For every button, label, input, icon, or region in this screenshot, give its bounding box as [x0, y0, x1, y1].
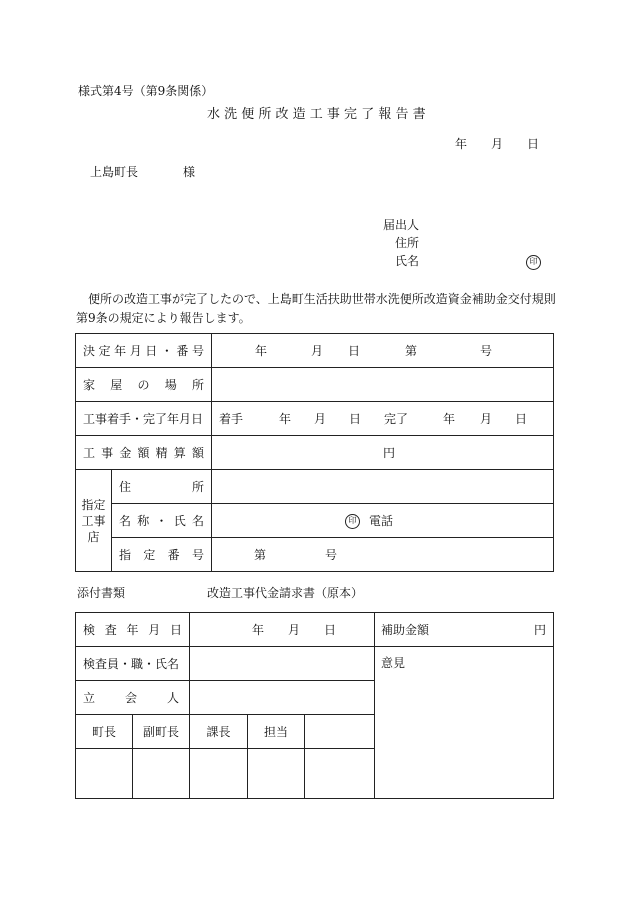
cost-label-cell [76, 436, 212, 470]
table-row [76, 334, 554, 368]
house-label: 家 屋 の 場 所 [83, 377, 204, 392]
approval-stamp-deputy-mayor[interactable] [133, 749, 190, 799]
table-row [76, 504, 554, 538]
inspection-date-label: 検 査 年 月 日 [83, 622, 183, 637]
subsidy-yen: 円 [534, 623, 547, 637]
inspection-year: 年 [252, 623, 265, 637]
date-day-label: 日 [527, 137, 540, 151]
decision-no-suffix: 号 [480, 344, 493, 358]
addressee-honorific: 様 [183, 165, 196, 179]
contractor-address-label-cell [112, 470, 212, 504]
table-row [76, 470, 554, 504]
applicant-seal-icon: 印 [526, 254, 541, 270]
subsidy-cell[interactable] [375, 613, 554, 647]
end-month: 月 [480, 412, 493, 426]
contractor-char-3: 店 [87, 529, 100, 544]
date-year-label: 年 [455, 137, 468, 151]
decision-month: 月 [311, 344, 324, 358]
start-month: 月 [314, 412, 327, 426]
table-row [76, 613, 554, 647]
start-year: 年 [279, 412, 292, 426]
designation-prefix: 第 [254, 548, 267, 562]
applicant-label: 届出人 [383, 218, 420, 232]
applicant-address-label: 住所 [395, 236, 420, 250]
contractor-char-2: 工事 [81, 513, 106, 528]
contractor-address-label: 住 所 [119, 479, 204, 494]
approval-header-blank [305, 715, 375, 749]
addressee-name: 上島町長 [90, 165, 139, 179]
main-table [75, 333, 554, 572]
contractor-seal-icon: 印 [345, 513, 360, 529]
inspector-label-cell [76, 647, 190, 681]
table-row [76, 538, 554, 572]
cost-value-cell[interactable] [212, 436, 554, 470]
contractor-char-1: 指定 [81, 497, 106, 512]
house-value-cell[interactable] [212, 368, 554, 402]
contractor-name-label-cell [112, 504, 212, 538]
designation-suffix: 号 [325, 548, 338, 562]
inspector-value-cell[interactable] [190, 647, 375, 681]
inspection-date-label-cell [76, 613, 190, 647]
decision-no-prefix: 第 [405, 344, 418, 358]
attachment-label: 添付書類 [77, 586, 126, 600]
body-text-line1: 便所の改造工事が完了したので、上島町生活扶助世帯水洗便所改造資金補助金交付規則 [88, 292, 556, 306]
end-day: 日 [515, 412, 528, 426]
inspection-day: 日 [324, 623, 337, 637]
cost-label: 工 事 金 額 精 算 額 [83, 445, 204, 460]
contractor-label-cell [76, 470, 112, 572]
witness-value-cell[interactable] [190, 681, 375, 715]
date-month-label: 月 [491, 137, 504, 151]
body-text-line2: 第9条の規定により報告します。 [76, 311, 251, 325]
period-label: 工事着手・完了年月日 [83, 411, 204, 426]
inspector-label: 検査員・職・氏名 [83, 656, 180, 671]
table-row [76, 368, 554, 402]
contractor-name-label: 名 称 ・ 氏 名 [119, 513, 204, 528]
applicant-name-label: 氏名 [395, 254, 420, 268]
opinion-label: 意見 [381, 656, 406, 670]
end-year: 年 [443, 412, 456, 426]
document-title: 水 洗 便 所 改 造 工 事 完 了 報 告 書 [207, 107, 426, 122]
attachment-value: 改造工事代金請求書（原本） [207, 586, 364, 600]
table-row [76, 402, 554, 436]
table-row [76, 436, 554, 470]
start-day: 日 [349, 412, 362, 426]
decision-day: 日 [348, 344, 361, 358]
form-number: 様式第4号（第9条関係） [78, 84, 214, 98]
period-label-cell [76, 402, 212, 436]
start-label: 着手 [219, 412, 244, 426]
decision-year: 年 [255, 344, 268, 358]
approval-stamp-section-chief[interactable] [190, 749, 248, 799]
approval-header-staff: 担当 [248, 715, 305, 749]
designation-label: 指 定 番 号 [119, 547, 204, 562]
witness-label-cell [76, 681, 190, 715]
cost-yen: 円 [383, 446, 396, 460]
contractor-name-value-cell[interactable] [212, 504, 554, 538]
phone-label: 電話 [369, 514, 394, 528]
approval-header-section-chief: 課長 [190, 715, 248, 749]
contractor-address-value-cell[interactable] [212, 470, 554, 504]
approval-stamp-staff[interactable] [248, 749, 305, 799]
approval-stamp-blank[interactable] [305, 749, 375, 799]
designation-label-cell [112, 538, 212, 572]
approval-stamp-mayor[interactable] [76, 749, 133, 799]
end-label: 完了 [384, 412, 409, 426]
period-value-cell[interactable] [212, 402, 554, 436]
witness-label: 立 会 人 [83, 690, 180, 705]
inspection-date-value-cell[interactable] [190, 613, 375, 647]
decision-label: 決 定 年 月 日 ・ 番 号 [83, 343, 204, 358]
office-table [75, 612, 554, 799]
house-label-cell [76, 368, 212, 402]
table-row [76, 647, 554, 681]
approval-header-mayor: 町長 [76, 715, 133, 749]
approval-header-deputy-mayor: 副町長 [133, 715, 190, 749]
opinion-cell[interactable] [375, 647, 554, 799]
decision-value-cell[interactable] [212, 334, 554, 368]
subsidy-label: 補助金額 [381, 623, 430, 637]
inspection-month: 月 [288, 623, 301, 637]
designation-value-cell[interactable] [212, 538, 554, 572]
decision-label-cell [76, 334, 212, 368]
